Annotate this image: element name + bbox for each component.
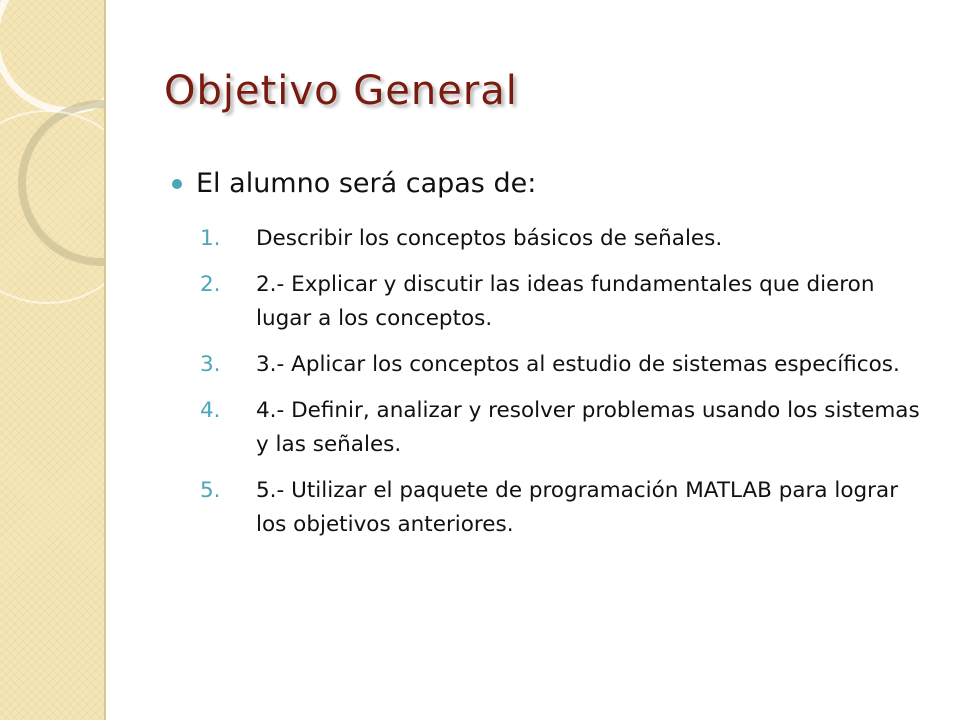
item-number: 5. — [200, 478, 221, 503]
item-number: 3. — [200, 352, 221, 377]
item-number: 2. — [200, 272, 221, 297]
list-item — [200, 268, 920, 336]
item-number: 1. — [200, 226, 221, 251]
decorative-sidebar — [0, 0, 106, 720]
item-number: 4. — [200, 398, 221, 423]
decorative-circle — [0, 0, 106, 114]
list-item — [200, 474, 920, 542]
item-text: 2.- Explicar y discutir las ideas fundamentales que dieron lugar a los conceptos. — [256, 272, 875, 331]
bullet-text: El alumno será capas de: — [196, 168, 537, 199]
list-item — [200, 348, 920, 382]
list-item — [200, 222, 920, 256]
item-text: 5.- Utilizar el paquete de programación MATLAB para lograr los objetivos anteriores. — [256, 478, 899, 537]
bullet-dot-icon — [172, 179, 182, 189]
item-text: 3.- Aplicar los conceptos al estudio de sistemas específicos. — [256, 352, 900, 377]
sidebar-divider — [104, 0, 106, 720]
objectives-list — [200, 222, 920, 554]
slide-title: Objetivo General — [164, 68, 518, 114]
item-text: Describir los conceptos básicos de señales. — [256, 226, 723, 251]
decorative-circle — [0, 110, 106, 304]
list-item — [200, 394, 920, 462]
main-bullet — [172, 168, 536, 199]
item-text: 4.- Definir, analizar y resolver problemas usando los sistemas y las señales. — [256, 398, 920, 457]
